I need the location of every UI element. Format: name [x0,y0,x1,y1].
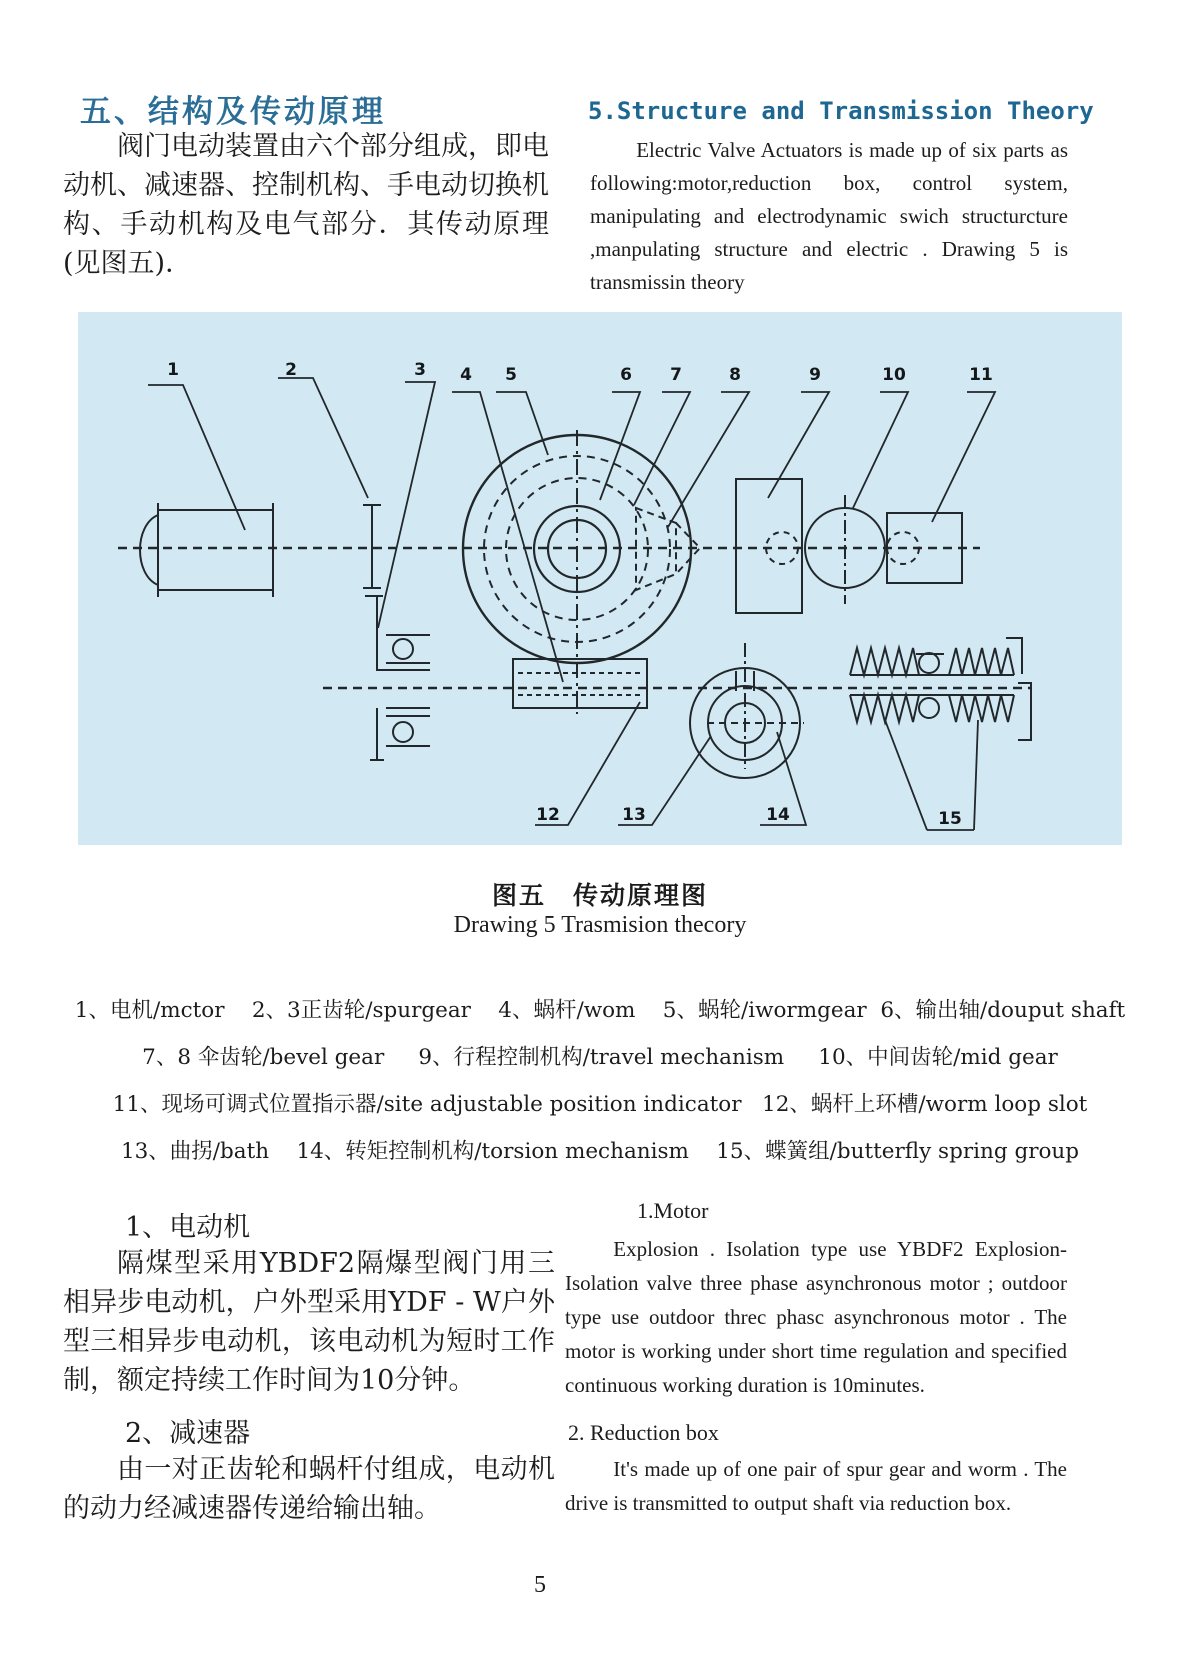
reducer-heading-en: 2. Reduction box [568,1420,719,1445]
callout-14: 14 [766,805,790,825]
torsion-mechanism-symbol [690,643,804,778]
callout-11: 11 [969,365,993,385]
intro-paragraph-cn: 阀门电动装置由六个部分组成，即电动机、减速器、控制机构、手电动切换机构、手动机构及电气部分．其传动原理(见图五)． [63,131,549,279]
callout-15: 15 [938,809,962,829]
reducer-heading-cn: 2、减速器 [125,1418,251,1449]
parts-list-line-4: 13、曲拐/bath 14、转矩控制机构/torsion mechanism 15、蝶簧组/butterfly spring group [120,1139,1080,1164]
callout-6: 6 [620,365,632,385]
parts-list-line-1: 1、电机/mctor 2、3正齿轮/spurgear 4、蜗杆/wom 5、蜗轮/iwormgear 6、输出轴/douput shaft [74,998,1126,1023]
reducer-paragraph-en: It's made up of one pair of spur gear and worm . The drive is transmitted to output shaft via reduction box. [565,1457,1067,1515]
parts-list-line-3: 11、现场可调式位置指示器/site adjustable position indicator 12、蜗杆上环槽/worm loop slot [112,1092,1088,1117]
callout-4: 4 [460,365,472,385]
callout-8: 8 [729,365,741,385]
parts-list-line-2: 7、8 伞齿轮/bevel gear 9、行程控制机构/travel mechanism 10、中间齿轮/mid gear [142,1045,1058,1070]
callout-9: 9 [809,365,821,385]
figure-caption-cn: 图五 传动原理图 [491,881,708,910]
section-title-cn: 五、结构及传动原理 [80,94,386,130]
parts-list [50,993,1150,1181]
callout-2: 2 [285,360,297,380]
callout-leaders [148,378,995,830]
worm-symbol [513,659,647,708]
section-title-en: 5.Structure and Transmission Theory [588,97,1094,125]
figure-panel [78,312,1122,845]
spur-gear-symbol [363,505,383,630]
page-number: 5 [534,1572,546,1598]
reducer-paragraph-cn: 由一对正齿轮和蜗杆付组成，电动机的动力经减速器传递给输出轴。 [63,1454,555,1524]
motor-symbol [140,503,273,597]
figure-caption-en: Drawing 5 Trasmision thecory [453,912,747,938]
worm-wheel-symbol [463,430,691,714]
motor-paragraph-cn: 隔煤型采用YBDF2隔爆型阀门用三相异步电动机，户外型采用YDF - W户外型三相异步电动机，该电动机为短时工作制，额定持续工作时间为10分钟。 [63,1248,555,1396]
callout-5: 5 [505,365,517,385]
callout-1: 1 [167,360,179,380]
travel-mechanism-symbol [736,479,802,613]
transmission-diagram [78,312,1122,845]
bearing-upper-symbol [377,630,430,670]
intro-paragraph-en: Electric Valve Actuators is made up of six parts as following:motor,reduction box, control system, manipulating and electrodynamic swich structurcture ,manpulating structure and electric . Drawing 5 is transmissin theory [590,138,1068,294]
motor-paragraph-en: Explosion . Isolation type use YBDF2 Explosion-Isolation valve three phase asynchronous motor ; outdoor type use outdoor threc phasc asynchronous motor . The motor is working under short time regulation and specified continuous working duration is 10minutes. [565,1237,1067,1397]
callout-3: 3 [414,360,426,380]
callout-12: 12 [536,805,560,825]
bearing-lower-symbol [370,708,430,760]
callout-13: 13 [622,805,646,825]
callout-7: 7 [670,365,682,385]
callout-numbers [167,360,993,829]
mid-gear-symbol [805,495,885,604]
callout-10: 10 [882,365,906,385]
motor-heading-cn: 1、电动机 [125,1212,251,1243]
motor-heading-en: 1.Motor [637,1198,709,1223]
